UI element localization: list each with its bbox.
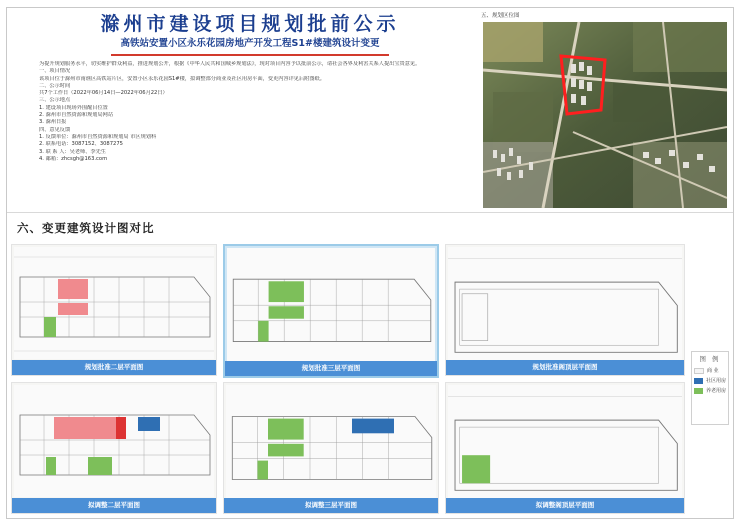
notice-panel bbox=[7, 8, 475, 212]
section3-item: 1. 建设项目现场外围醒目位置 bbox=[39, 104, 108, 111]
plan-panel-approved-roof bbox=[445, 244, 685, 376]
floor-plan-drawing bbox=[226, 385, 436, 503]
plan-caption: 规划批准三层平面图 bbox=[225, 361, 437, 376]
section4-title: 四、意见反馈 bbox=[39, 126, 71, 133]
comparison-section bbox=[7, 240, 733, 518]
title-underline bbox=[111, 54, 389, 56]
plan-panel-approved-2f bbox=[11, 244, 217, 376]
legend-item bbox=[694, 387, 726, 394]
satellite-map bbox=[483, 22, 727, 208]
section1-text: 该项目位于滁州市南谯区高铁站片区，安置小区永乐花园S1#楼，拟调整部分商业及社区用房平面，变更内容详见后附图纸。 bbox=[39, 75, 325, 82]
legend-swatch-community bbox=[694, 378, 703, 384]
plan-caption: 规划批准阁顶层平面图 bbox=[446, 360, 684, 375]
section1-title: 一、项目情况 bbox=[39, 68, 71, 75]
section4-item: 3. 联 系 人：吴老师、李先生 bbox=[39, 148, 106, 155]
notice-board bbox=[6, 7, 734, 519]
location-label: 五、规划区位图 bbox=[481, 13, 520, 19]
floor-plan-drawing bbox=[14, 247, 214, 359]
section3-item: 3. 滁州日报 bbox=[39, 119, 67, 126]
plan-panel-proposed-3f bbox=[223, 382, 439, 514]
notice-body bbox=[31, 61, 469, 162]
plan-panel-approved-3f bbox=[223, 244, 439, 378]
legend-label: 养老用房 bbox=[705, 388, 726, 394]
plan-caption: 拟调整二层平面图 bbox=[12, 498, 216, 513]
legend-swatch-commercial bbox=[694, 368, 704, 374]
satellite-image bbox=[483, 22, 727, 208]
floor-plan-drawing bbox=[448, 247, 682, 376]
plan-panel-proposed-roof bbox=[445, 382, 685, 514]
legend-swatch-elderly bbox=[694, 388, 703, 394]
intro-text: 为提升规划服务水平，切实维护群众利益，推进规划公开，根据《中华人民共和国城乡规划法》，现对项目内容予以批前公示，请社会各界及利害关系人提出宝贵意见。 bbox=[39, 61, 421, 67]
plan-panel-proposed-2f bbox=[11, 382, 217, 514]
legend-label: 商 业 bbox=[707, 368, 719, 374]
section2-title: 二、公示时间 bbox=[39, 82, 71, 89]
plan-caption: 拟调整三层平面图 bbox=[224, 498, 438, 513]
legend-title: 图 例 bbox=[699, 355, 721, 363]
section6-title: 六、变更建筑设计图对比 bbox=[17, 221, 155, 235]
plan-caption: 拟调整阁顶层平面图 bbox=[446, 498, 684, 513]
floor-plan-drawing bbox=[14, 385, 214, 497]
section4-item: 1. 反馈单位：滁州市自然资源和规划局 市区规划科 bbox=[39, 133, 157, 140]
page-title: 滁州市建设项目规划批前公示 bbox=[100, 13, 400, 35]
legend-box bbox=[691, 351, 729, 425]
section4-item: 4. 邮箱：zhcsgh@163.com bbox=[39, 155, 108, 162]
top-section bbox=[7, 8, 733, 212]
plan-caption: 规划批准二层平面图 bbox=[12, 360, 216, 375]
section2-text: 共7个工作日（2022年06月14日—2022年06月22日） bbox=[39, 90, 168, 97]
legend-label: 社区用房 bbox=[705, 378, 726, 384]
floor-plan-drawing bbox=[227, 248, 435, 364]
section-divider bbox=[7, 212, 733, 213]
section4-item: 2. 联系电话：3087152、3087275 bbox=[39, 141, 123, 148]
section3-item: 2. 滁州市自然资源和规划局网站 bbox=[39, 112, 114, 119]
section3-title: 三、公示地点 bbox=[39, 97, 71, 104]
location-panel bbox=[475, 8, 733, 212]
legend-item bbox=[694, 377, 726, 384]
floor-plan-drawing bbox=[448, 385, 682, 514]
legend-item bbox=[694, 367, 726, 374]
project-subtitle: 高铁站安置小区永乐花园房地产开发工程S1#楼建筑设计变更 bbox=[120, 38, 380, 49]
